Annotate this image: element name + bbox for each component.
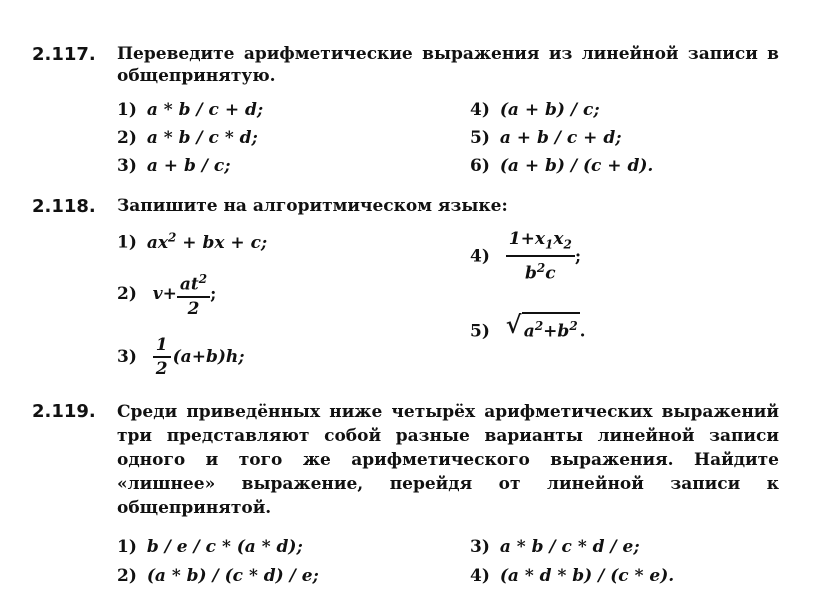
expr-119-1: 1) b / e / c * (a * d); bbox=[117, 537, 303, 557]
expr-117-1: 1) a * b / c + d; bbox=[117, 100, 264, 120]
expr-117-4: 4) (a + b) / c; bbox=[470, 100, 600, 120]
problem-number-2-118: 2.118. bbox=[32, 196, 96, 217]
expr-118-3: 3) $\frac{1}{2}$ (a+b)h; bbox=[117, 335, 245, 379]
expr-119-3: 3) a * b / c * d / e; bbox=[470, 537, 640, 557]
expr-118-5: 5) √ $a^2+b^2$ . bbox=[470, 310, 586, 342]
problem-text-2-119: Среди приведённых ниже четырёх арифметических выражений три представляют собой разные варианты линейной записи одного и того же арифметического выражения. Найдите «лишнее» выражение, перейдя от линейной записи к общепринятой. bbox=[117, 402, 779, 518]
expr-117-2: 2) a * b / c * d; bbox=[117, 128, 258, 148]
expr-119-2: 2) (a * b) / (c * d) / e; bbox=[117, 566, 319, 586]
expr-119-4: 4) (a * d * b) / (c * e). bbox=[470, 566, 675, 586]
expr-117-3: 3) a + b / c; bbox=[117, 156, 231, 176]
problem-text-2-117: Переведите арифметические выражения из линейной записи в общепринятую. bbox=[117, 44, 779, 86]
problem-text-2-118: Запишите на алгоритмическом языке: bbox=[117, 196, 508, 216]
expr-118-2: 2) v+ $\frac{at^2}{2}$ ; bbox=[117, 268, 216, 320]
fraction-118-4: $\frac{1+x_1x_2}{b^2c}$ bbox=[506, 228, 575, 285]
expr-117-6: 6) (a + b) / (c + d). bbox=[470, 156, 654, 176]
fraction-118-3: $\frac{1}{2}$ bbox=[153, 334, 171, 380]
expr-117-5: 5) a + b / c + d; bbox=[470, 128, 622, 148]
sqrt-118-5: √ $a^2+b^2$ bbox=[505, 310, 578, 342]
expr-118-4: 4) $\frac{1+x_1x_2}{b^2c}$ ; bbox=[470, 229, 582, 285]
problem-number-2-119: 2.119. bbox=[32, 401, 96, 422]
expr-118-1: 1) $ax^2$ + bx + c; bbox=[117, 230, 268, 253]
fraction-118-2: $\frac{at^2}{2}$ bbox=[177, 268, 210, 320]
problem-number-2-117: 2.117. bbox=[32, 44, 96, 65]
